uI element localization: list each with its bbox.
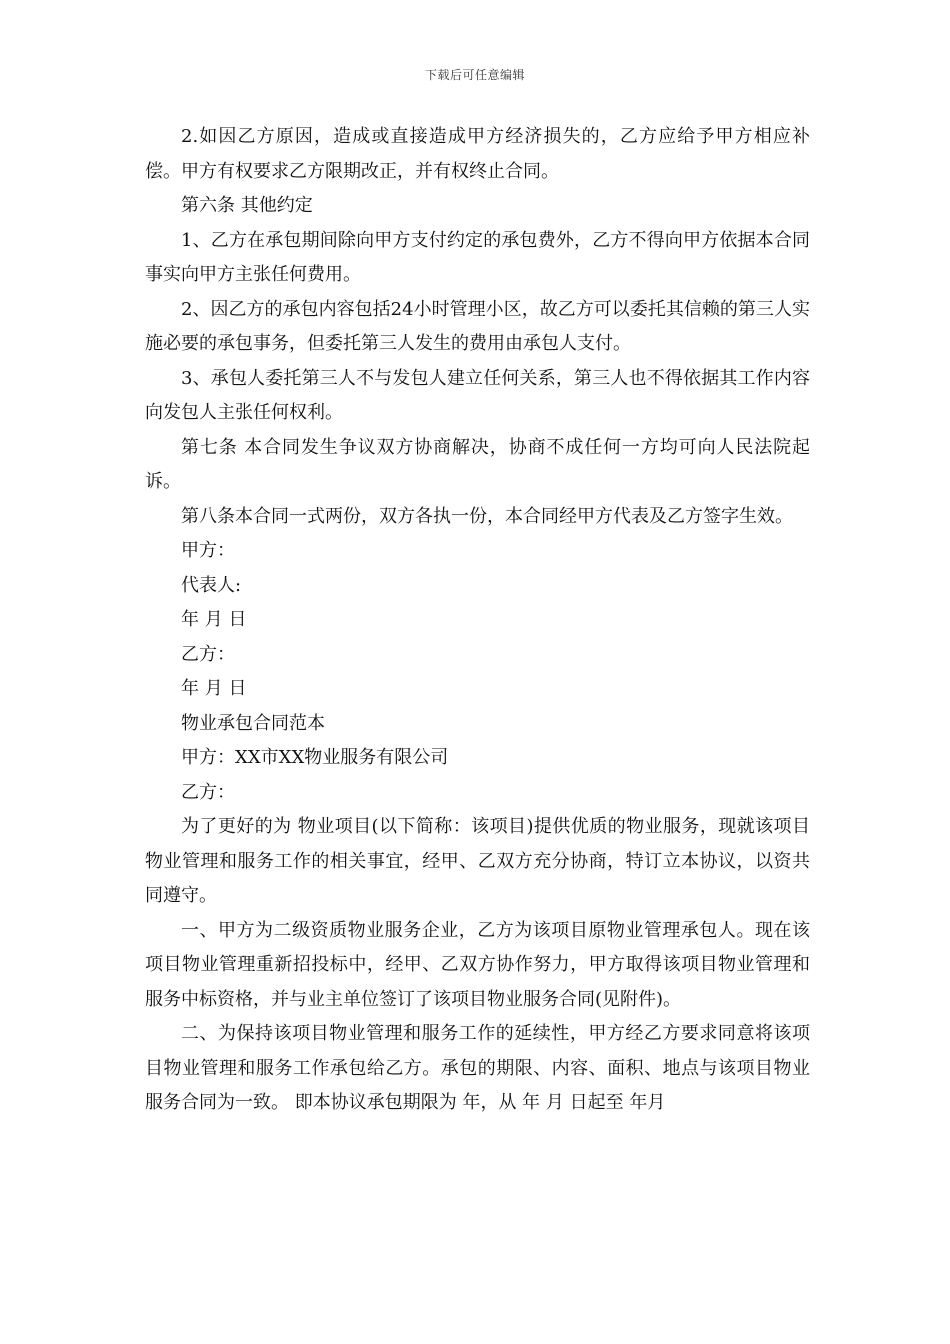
clause-6-3: 3、承包人委托第三人不与发包人建立任何关系，第三人也不得依据其工作内容向发包人主张任何权利。 xyxy=(145,367,810,423)
party-a-label: 甲方： xyxy=(181,540,235,561)
party-b-name: 乙方： xyxy=(181,781,235,803)
date-line-a: 年 月 日 xyxy=(181,609,247,630)
date-line-b: 年 月 日 xyxy=(181,678,247,699)
article-8: 第八条本合同一式两份，双方各执一份，本合同经甲方代表及乙方签字生效。 xyxy=(181,505,793,527)
party-a-name: 甲方：XX市XX物业服务有限公司 xyxy=(181,747,449,768)
section-1: 一、甲方为二级资质物业服务企业，乙方为该项目原物业管理承包人。现在该项目物业管理重新招投标中，经甲、乙双方协作努力，甲方取得该项目物业管理和服务中标资格，并与业主单位签订了该项目物业服务合同(见附件)。 xyxy=(145,919,810,1010)
preamble: 为了更好的为 物业项目(以下简称：该项目)提供优质的物业服务，现就该项目物业管理和服务工作的相关事宜，经甲、乙双方充分协商，特订立本协议，以资共同遵守。 xyxy=(145,816,810,906)
representative-label: 代表人: xyxy=(181,574,242,596)
contract-title: 物业承包合同范本 xyxy=(181,712,325,734)
clause-6-1: 1、乙方在承包期间除向甲方支付约定的承包费外，乙方不得向甲方依据本合同事实向甲方主张任何费用。 xyxy=(145,229,810,285)
clause-5-2: 2.如因乙方原因，造成或直接造成甲方经济损失的，乙方应给予甲方相应补偿。甲方有权要求乙方限期改正，并有权终止合同。 xyxy=(145,126,810,182)
clause-6-2: 2、因乙方的承包内容包括24小时管理小区，故乙方可以委托其信赖的第三人实施必要的承包事务，但委托第三人发生的费用由承包人支付。 xyxy=(145,298,810,354)
article-7: 第七条 本合同发生争议双方协商解决，协商不成任何一方均可向人民法院起诉。 xyxy=(145,436,810,492)
article-6-heading: 第六条 其他约定 xyxy=(181,195,313,216)
document-body xyxy=(145,120,810,1121)
party-b-label: 乙方： xyxy=(181,643,235,665)
section-2: 二、为保持该项目物业管理和服务工作的延续性，甲方经乙方要求同意将该项目物业管理和服务工作承包给乙方。承包的期限、内容、面积、地点与该项目物业服务合同为一致。 即本协议承包期限为 年，从 年 月 日起至 年月 xyxy=(145,1023,810,1113)
page-header: 下载后可任意编辑 xyxy=(424,68,525,82)
